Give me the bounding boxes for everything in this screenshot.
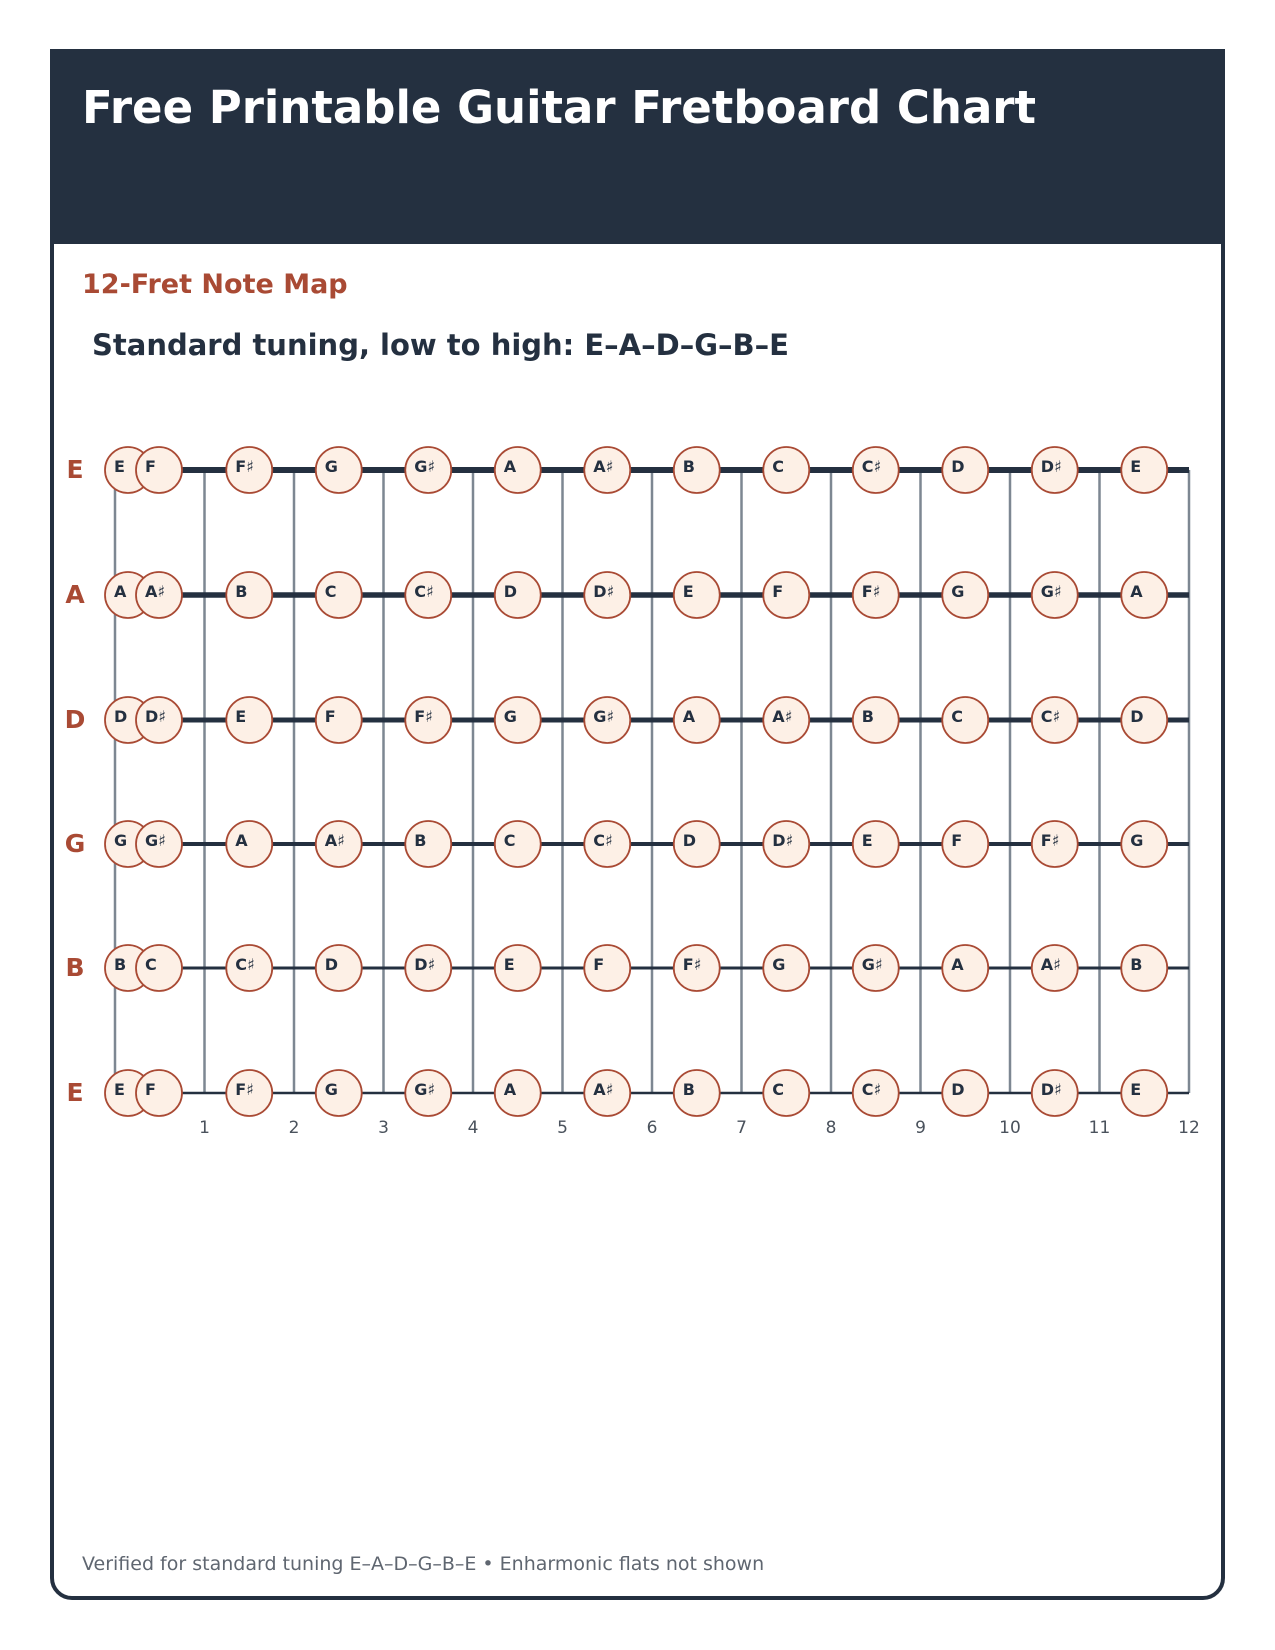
fret-note-label: A♯ xyxy=(772,707,793,726)
fret-note-circle xyxy=(942,697,988,743)
fret-note-circle xyxy=(316,697,362,743)
fret-note-label: E xyxy=(1130,1080,1142,1099)
fret-note-label: D♯ xyxy=(593,582,615,601)
section-heading: 12-Fret Note Map xyxy=(82,269,348,300)
fret-note-label: A xyxy=(503,1080,517,1099)
fret-note-circle xyxy=(136,447,182,493)
fret-note-label: F♯ xyxy=(414,707,433,726)
fret-note-circle xyxy=(763,1070,809,1116)
fret-note-label: C xyxy=(324,582,337,601)
fret-number: 4 xyxy=(467,1118,479,1138)
open-note-label: A xyxy=(114,582,127,601)
fret-note-label: G♯ xyxy=(861,955,883,974)
fret-note-circle xyxy=(226,572,272,618)
fret-number: 11 xyxy=(1088,1118,1111,1138)
string-label: E xyxy=(66,455,84,484)
fret-number: 12 xyxy=(1178,1118,1200,1138)
fret-note-label: B xyxy=(414,831,427,850)
fret-note-circle xyxy=(1121,572,1167,618)
fret-note-label: D♯ xyxy=(414,955,436,974)
fret-note-label: G♯ xyxy=(593,707,615,726)
fret-number: 6 xyxy=(646,1118,658,1138)
string-label: B xyxy=(65,953,85,982)
fret-note-label: C xyxy=(951,707,963,726)
fret-note-label: G xyxy=(1130,831,1144,850)
fret-note-circle xyxy=(942,572,988,618)
fret-note-circle xyxy=(674,447,720,493)
fret-note-label: E xyxy=(503,955,515,974)
fret-note-label: E xyxy=(682,582,694,601)
open-note-label: B xyxy=(114,955,127,974)
fret-number: 7 xyxy=(736,1118,747,1138)
fret-note-circle xyxy=(1121,697,1167,743)
fret-note-circle xyxy=(1121,447,1167,493)
fret-note-label: D xyxy=(682,831,697,850)
fret-note-label: A♯ xyxy=(324,831,345,850)
fret-note-circle xyxy=(942,945,988,991)
fret-note-label: B xyxy=(1130,955,1143,974)
fret-note-circle xyxy=(495,1070,541,1116)
fret-note-label: F♯ xyxy=(861,582,881,601)
fret-note-label: G xyxy=(324,457,338,476)
fret-note-label: F♯ xyxy=(235,1080,254,1099)
fret-note-label: B xyxy=(682,457,695,476)
string-label: G xyxy=(64,829,86,858)
fret-note-label: A xyxy=(1130,582,1143,601)
fret-note-label: G♯ xyxy=(414,457,436,476)
string-label: E xyxy=(66,1078,84,1107)
fret-note-label: D♯ xyxy=(1040,1080,1062,1099)
fret-number: 8 xyxy=(825,1118,837,1138)
fret-note-circle xyxy=(942,1070,988,1116)
fret-note-circle xyxy=(316,447,362,493)
fret-number: 9 xyxy=(915,1118,926,1138)
fret-note-label: E xyxy=(861,831,873,850)
fret-note-label: C♯ xyxy=(235,955,255,974)
fret-note-circle xyxy=(316,945,362,991)
string-label: A xyxy=(65,580,85,609)
fret-note-circle xyxy=(674,697,720,743)
fret-note-label: F xyxy=(951,831,963,850)
fret-note-circle xyxy=(763,945,809,991)
fret-note-label: D♯ xyxy=(772,831,794,850)
fret-note-label: F xyxy=(593,955,605,974)
fret-note-label: B xyxy=(235,582,248,601)
fret-note-label: C xyxy=(772,457,784,476)
fret-note-label: E xyxy=(1130,457,1142,476)
fret-note-label: G♯ xyxy=(1040,582,1062,601)
fret-note-label: D xyxy=(324,955,339,974)
fret-note-circle xyxy=(763,447,809,493)
fret-note-label: D♯ xyxy=(1040,457,1062,476)
fret-note-label: G xyxy=(503,707,517,726)
fret-note-label: A xyxy=(951,955,964,974)
fret-number: 2 xyxy=(288,1118,300,1138)
fret-note-label: F♯ xyxy=(682,955,702,974)
fret-note-label: C♯ xyxy=(861,1080,882,1099)
fret-note-circle xyxy=(495,572,541,618)
fret-note-circle xyxy=(495,447,541,493)
fret-note-label: C xyxy=(772,1080,784,1099)
fret-note-label: F xyxy=(145,457,156,476)
fret-note-label: D xyxy=(1130,707,1144,726)
open-note-label: D xyxy=(114,707,128,726)
fret-note-circle xyxy=(853,821,899,867)
fret-note-label: F xyxy=(145,1080,156,1099)
fret-note-label: F xyxy=(772,582,784,601)
fret-note-label: E xyxy=(235,707,247,726)
fret-note-circle xyxy=(674,821,720,867)
fret-note-circle xyxy=(674,572,720,618)
fret-number: 5 xyxy=(557,1118,568,1138)
fret-note-label: A xyxy=(682,707,696,726)
fret-note-circle xyxy=(584,945,630,991)
fret-note-label: D xyxy=(503,582,518,601)
fret-note-label: A♯ xyxy=(593,1080,614,1099)
fret-note-circle xyxy=(1121,945,1167,991)
fret-note-label: G♯ xyxy=(145,831,166,850)
tuning-description: Standard tuning, low to high: E–A–D–G–B–E xyxy=(92,328,789,362)
fret-note-label: C♯ xyxy=(593,831,613,850)
fret-note-circle xyxy=(316,572,362,618)
fret-note-circle xyxy=(942,821,988,867)
fret-note-circle xyxy=(316,1070,362,1116)
footer-note: Verified for standard tuning E–A–D–G–B–E • Enharmonic flats not shown xyxy=(82,1553,765,1575)
fret-note-label: C xyxy=(145,955,157,974)
fret-number: 10 xyxy=(999,1118,1021,1138)
fret-note-label: F xyxy=(324,707,336,726)
fret-note-label: G xyxy=(951,582,965,601)
open-note-label: G xyxy=(114,831,128,850)
fret-note-circle xyxy=(136,1070,182,1116)
fret-note-circle xyxy=(763,572,809,618)
fret-note-circle xyxy=(226,697,272,743)
fret-note-circle xyxy=(1121,1070,1167,1116)
fret-note-label: F♯ xyxy=(235,457,254,476)
fret-note-label: C♯ xyxy=(861,457,882,476)
fret-note-label: F♯ xyxy=(1040,831,1060,850)
fret-note-label: G xyxy=(324,1080,338,1099)
fret-note-circle xyxy=(942,447,988,493)
fret-note-label: C xyxy=(503,831,516,850)
fret-note-label: B xyxy=(682,1080,695,1099)
fret-note-label: D xyxy=(951,457,965,476)
fret-number: 3 xyxy=(378,1118,389,1138)
fret-note-circle xyxy=(495,821,541,867)
fret-note-label: G xyxy=(772,955,786,974)
fret-note-label: A♯ xyxy=(145,582,166,601)
page-title: Free Printable Guitar Fretboard Chart xyxy=(82,81,1037,134)
fret-note-label: A♯ xyxy=(1040,955,1061,974)
fret-note-circle xyxy=(495,697,541,743)
fret-number: 1 xyxy=(199,1118,210,1138)
string-label: D xyxy=(64,705,86,734)
fret-note-label: C♯ xyxy=(414,582,434,601)
fret-note-circle xyxy=(136,945,182,991)
fret-note-label: A xyxy=(235,831,248,850)
fret-note-circle xyxy=(405,821,451,867)
open-note-label: E xyxy=(114,1080,125,1099)
fret-note-label: A♯ xyxy=(593,457,614,476)
fret-note-label: A xyxy=(503,457,517,476)
fret-note-circle xyxy=(495,945,541,991)
fret-note-label: D xyxy=(951,1080,965,1099)
fret-note-label: C♯ xyxy=(1040,707,1061,726)
fret-note-label: B xyxy=(861,707,874,726)
fret-note-circle xyxy=(674,1070,720,1116)
fret-note-label: G♯ xyxy=(414,1080,436,1099)
open-note-label: E xyxy=(114,457,125,476)
fret-note-circle xyxy=(853,697,899,743)
fret-note-circle xyxy=(1121,821,1167,867)
fret-note-label: D♯ xyxy=(145,707,167,726)
fret-note-circle xyxy=(226,821,272,867)
